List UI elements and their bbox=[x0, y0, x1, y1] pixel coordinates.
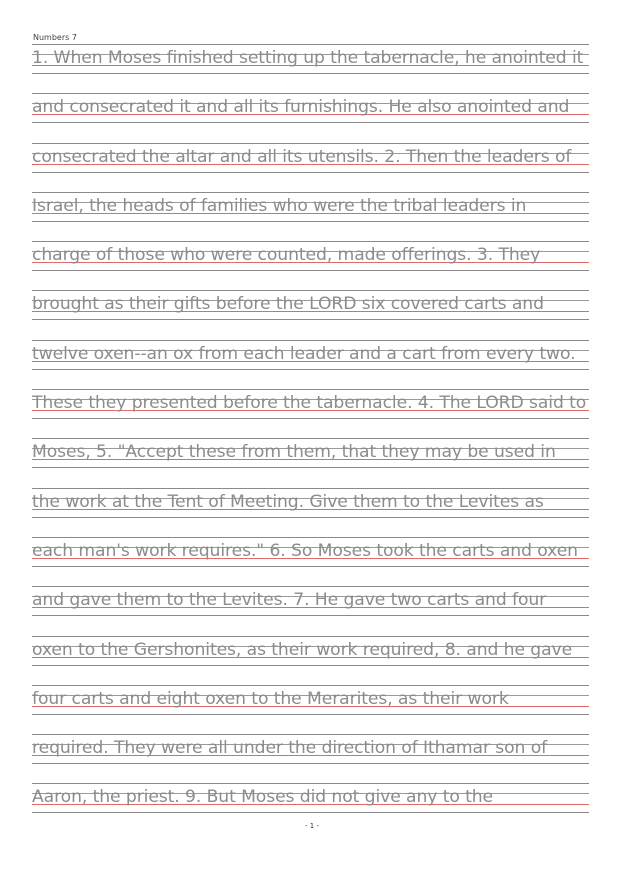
bottom-rule bbox=[32, 369, 589, 370]
trace-text-line: oxen to the Gershonites, as their work required, 8. and he gave bbox=[32, 639, 573, 660]
bottom-rule bbox=[32, 714, 589, 715]
trace-text-line: brought as their gifts before the LORD six covered carts and bbox=[32, 294, 544, 315]
handwriting-row bbox=[32, 634, 589, 683]
page-header-title: Numbers 7 bbox=[33, 33, 77, 42]
bottom-rule bbox=[32, 122, 589, 123]
handwriting-row bbox=[32, 486, 589, 535]
trace-text-line: and gave them to the Levites. 7. He gave two carts and four bbox=[32, 590, 547, 611]
handwriting-row bbox=[32, 387, 589, 436]
trace-text-line: twelve oxen--an ox from each leader and a cart from every two. bbox=[32, 343, 576, 364]
trace-text-line: consecrated the altar and all its utensils. 2. Then the leaders of bbox=[32, 146, 572, 167]
handwriting-row bbox=[32, 584, 589, 633]
bottom-rule bbox=[32, 615, 589, 616]
bottom-rule bbox=[32, 172, 589, 173]
bottom-rule bbox=[32, 221, 589, 222]
trace-text-line: and consecrated it and all its furnishings. He also anointed and bbox=[32, 97, 570, 118]
bottom-rule bbox=[32, 517, 589, 518]
handwriting-row bbox=[32, 288, 589, 337]
trace-text-line: required. They were all under the direction of Ithamar son of bbox=[32, 738, 548, 759]
bottom-rule bbox=[32, 566, 589, 567]
trace-text-line: the work at the Tent of Meeting. Give them to the Levites as bbox=[32, 491, 544, 512]
bottom-rule bbox=[32, 73, 589, 74]
handwriting-lines bbox=[32, 42, 589, 831]
bottom-rule bbox=[32, 467, 589, 468]
trace-text-line: Moses, 5. "Accept these from them, that they may be used in bbox=[32, 442, 556, 463]
trace-text-line: These they presented before the tabernacle. 4. The LORD said to bbox=[32, 393, 587, 414]
handwriting-row bbox=[32, 141, 589, 190]
bottom-rule bbox=[32, 270, 589, 271]
page-number: - 1 - bbox=[305, 822, 319, 830]
trace-text-line: charge of those who were counted, made offerings. 3. They bbox=[32, 245, 541, 266]
bottom-rule bbox=[32, 665, 589, 666]
trace-text-line: each man's work requires." 6. So Moses took the carts and oxen bbox=[32, 540, 578, 561]
bottom-rule bbox=[32, 319, 589, 320]
bottom-rule bbox=[32, 812, 589, 813]
handwriting-row bbox=[32, 91, 589, 140]
trace-text-line: Aaron, the priest. 9. But Moses did not give any to the bbox=[32, 787, 494, 808]
handwriting-row bbox=[32, 239, 589, 288]
handwriting-row bbox=[32, 42, 589, 91]
trace-text-line: Israel, the heads of families who were the tribal leaders in bbox=[32, 195, 527, 216]
handwriting-row bbox=[32, 683, 589, 732]
handwriting-row bbox=[32, 732, 589, 781]
handwriting-row bbox=[32, 190, 589, 239]
trace-text-line: four carts and eight oxen to the Merarites, as their work bbox=[32, 688, 509, 709]
trace-text-line: 1. When Moses finished setting up the tabernacle, he anointed it bbox=[32, 48, 584, 68]
handwriting-row bbox=[32, 338, 589, 387]
handwriting-row bbox=[32, 535, 589, 584]
handwriting-row bbox=[32, 436, 589, 485]
bottom-rule bbox=[32, 763, 589, 764]
bottom-rule bbox=[32, 418, 589, 419]
